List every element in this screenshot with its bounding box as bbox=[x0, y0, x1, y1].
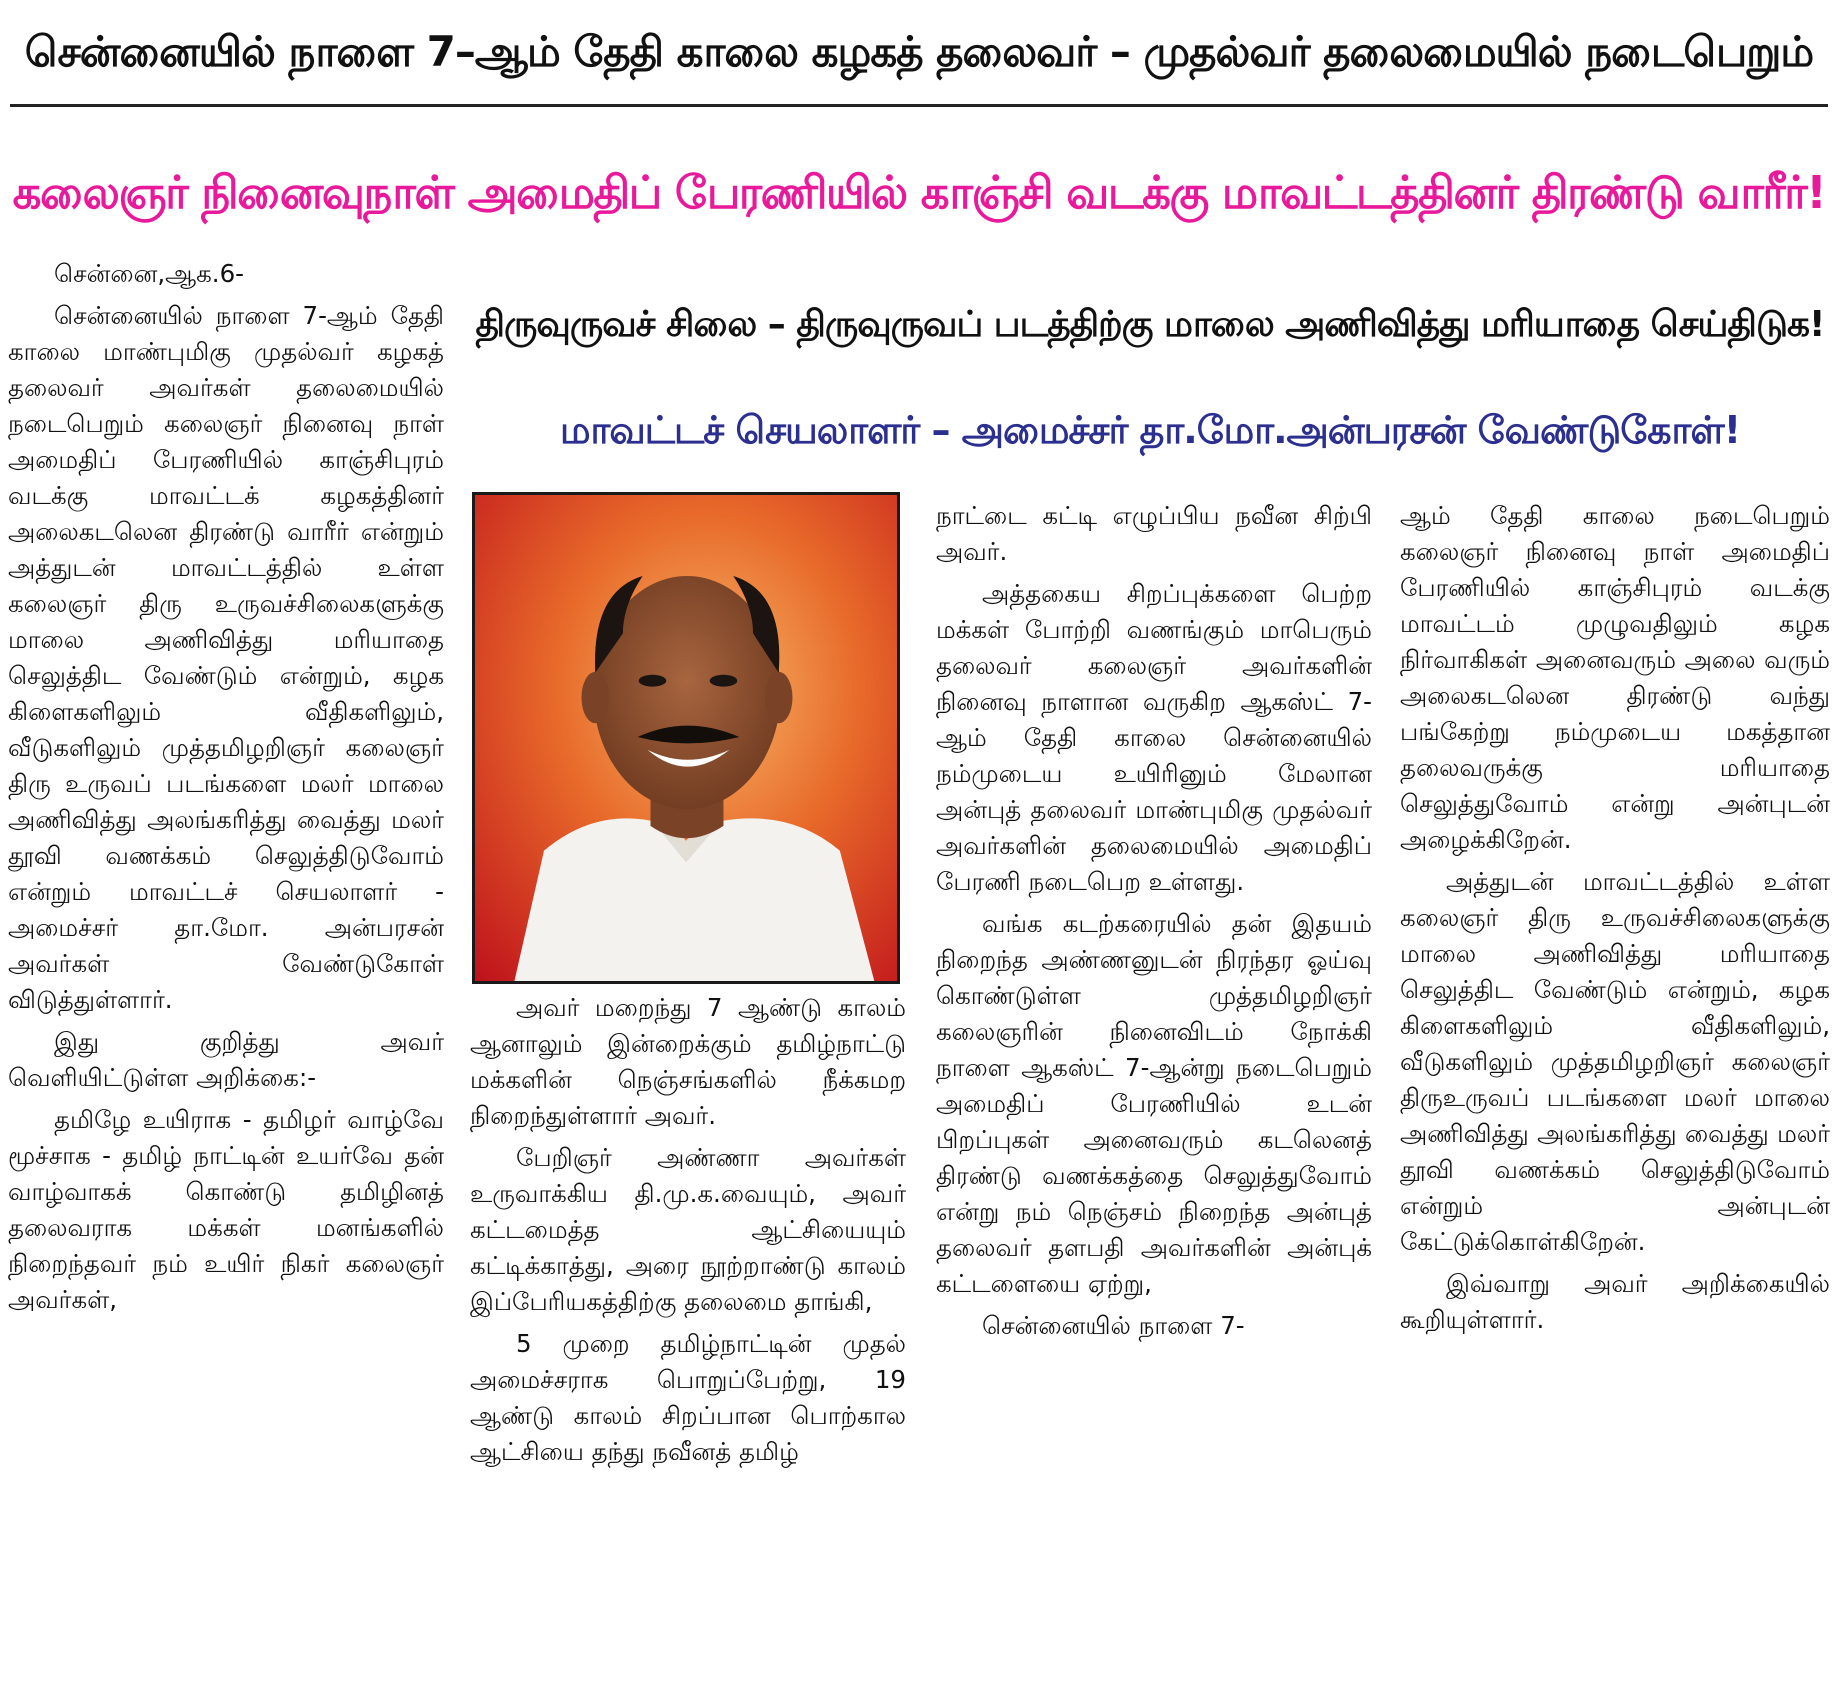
article-column-4 bbox=[1400, 498, 1830, 1702]
subheadline-2: மாவட்டச் செயலாளர் – அமைச்சர் தா.மோ.அன்பரசன் வேண்டுகோள்! bbox=[559, 408, 1741, 452]
paragraph: இது குறித்து அவர் வெளியிட்டுள்ள அறிக்கை:- bbox=[8, 1027, 444, 1092]
portrait-photo-icon bbox=[475, 495, 897, 981]
dateline: சென்னை,ஆக.6- bbox=[54, 259, 244, 288]
paragraph: இவ்வாறு அவர் அறிக்கையில் கூறியுள்ளார். bbox=[1400, 1269, 1830, 1334]
main-headline: கலைஞர் நினைவுநாள் அமைதிப் பேரணியில் காஞ்சி வடக்கு மாவட்டத்தினர் திரண்டு வாரீர்! bbox=[12, 165, 1826, 219]
paragraph: அவர் மறைந்து 7 ஆண்டு காலம் ஆனாலும் இன்றைக்கும் தமிழ்நாட்டு மக்களின் நெஞ்சங்களில் நீக்கமற நிறைந்துள்ளார் அவர். bbox=[470, 993, 906, 1130]
paragraph: சென்னையில் நாளை 7- bbox=[982, 1311, 1245, 1340]
paragraph: அத்தகைய சிறப்புக்களை பெற்ற மக்கள் போற்றி வணங்கும் மாபெரும் தலைவர் கலைஞர் அவர்களின் நினைவு நாளான வருகிற ஆகஸ்ட் 7-ஆம் தேதி காலை சென்னையில் நம்முடைய உயிரினும் மேலான அன்புத் தலைவர் மாண்புமிகு முதல்வர் அவர்களின் தலைமையில் அமைதிப் பேரணி நடைபெற உள்ளது. bbox=[936, 579, 1372, 896]
paragraph: நாட்டை கட்டி எழுப்பிய நவீன சிற்பி அவர். bbox=[936, 501, 1372, 566]
paragraph: ஆம் தேதி காலை நடைபெறும் கலைஞர் நினைவு நாள் அமைதிப் பேரணியில் காஞ்சிபுரம் வடக்கு மாவட்டம் முழுவதிலும் கழக நிர்வாகிகள் அனைவரும் அலை வரும் அலைகடலென திரண்டு வந்து பங்கேற்று நம்முடைய மகத்தான தலைவருக்கு மரியாதை செலுத்துவோம் என்று அன்புடன் அழைக்கிறேன். bbox=[1400, 501, 1830, 854]
subheadline-1: திருவுருவச் சிலை – திருவுருவப் படத்திற்கு மாலை அணிவித்து மரியாதை செய்திடுக! bbox=[475, 304, 1825, 345]
article-column-1 bbox=[8, 256, 444, 1702]
portrait-photo bbox=[472, 492, 900, 984]
paragraph: 5 முறை தமிழ்நாட்டின் முதல் அமைச்சராக பொறுப்பேற்று, 19 ஆண்டு காலம் சிறப்பான பொற்கால ஆட்சியை தந்து நவீனத் தமிழ் bbox=[470, 1329, 906, 1466]
paragraph: வங்க கடற்கரையில் தன் இதயம் நிறைந்த அண்ணனுடன் நிரந்தர ஓய்வு கொண்டுள்ள முத்தமிழறிஞர் கலைஞரின் நினைவிடம் நோக்கி நாளை ஆகஸ்ட் 7-ஆன்று நடைபெறும் அமைதிப் பேரணியில் உடன் பிறப்புகள் அனைவரும் கடலெனத் திரண்டு வணக்கத்தை செலுத்துவோம் என்று நம் நெஞ்சம் நிறைந்த அன்புத் தலைவர் தளபதி அவர்களின் அன்புக் கட்டளையை ஏற்று, bbox=[936, 909, 1372, 1298]
kicker-headline: சென்னையில் நாளை 7–ஆம் தேதி காலை கழகத் தலைவர் – முதல்வர் தலைமையில் நடைபெறும் bbox=[24, 26, 1814, 76]
paragraph: சென்னையில் நாளை 7-ஆம் தேதி காலை மாண்புமிகு முதல்வர் கழகத் தலைவர் அவர்கள் தலைமையில் நடைபெறும் கலைஞர் நினைவு நாள் அமைதிப் பேரணியில் காஞ்சிபுரம் வடக்கு மாவட்டக் கழகத்தினர் அலைகடலென திரண்டு வாரீர் என்றும் அத்துடன் மாவட்டத்தில் உள்ள கலைஞர் திரு உருவச்சிலைகளுக்கு மாலை அணிவித்து மரியாதை செலுத்திட வேண்டும் என்றும், கழக கிளைகளிலும் வீதிகளிலும், வீடுகளிலும் முத்தமிழறிஞர் கலைஞர் திரு உருவப் படங்களை மலர் மாலை அணிவித்து அலங்கரித்து வைத்து மலர் தூவி வணக்கம் செலுத்திடுவோம் என்றும் மாவட்டச் செயலாளர் - அமைச்சர் தா.மோ. அன்பரசன் அவர்கள் வேண்டுகோள் விடுத்துள்ளார். bbox=[8, 301, 444, 1014]
article-column-3 bbox=[936, 498, 1372, 1702]
paragraph: தமிழே உயிராக - தமிழர் வாழ்வே மூச்சாக - தமிழ் நாட்டின் உயர்வே தன் வாழ்வாகக் கொண்டு தமிழினத் தலைவராக மக்கள் மனங்களில் நிறைந்தவர் நம் உயிர் நிகர் கலைஞர் அவர்கள், bbox=[8, 1105, 444, 1314]
headline-rule bbox=[10, 104, 1828, 107]
article-column-2 bbox=[470, 990, 906, 1702]
paragraph: பேறிஞர் அண்ணா அவர்கள் உருவாக்கிய தி.மு.க.வையும், அவர் கட்டமைத்த ஆட்சியையும் கட்டிக்காத்து, அரை நூற்றாண்டு காலம் இப்பேரியகத்திற்கு தலைமை தாங்கி, bbox=[470, 1143, 906, 1316]
paragraph: அத்துடன் மாவட்டத்தில் உள்ள கலைஞர் திரு உருவச்சிலைகளுக்கு மாலை அணிவித்து மரியாதை செலுத்திட வேண்டும் என்றும், கழக கிளைகளிலும் வீதிகளிலும், வீடுகளிலும் முத்தமிழறிஞர் கலைஞர் திருஉருவப் படங்களை மலர் மாலை அணிவித்து அலங்கரித்து வைத்து மலர் தூவி வணக்கம் செலுத்திடுவோம் என்றும் அன்புடன் கேட்டுக்கொள்கிறேன். bbox=[1400, 867, 1830, 1256]
